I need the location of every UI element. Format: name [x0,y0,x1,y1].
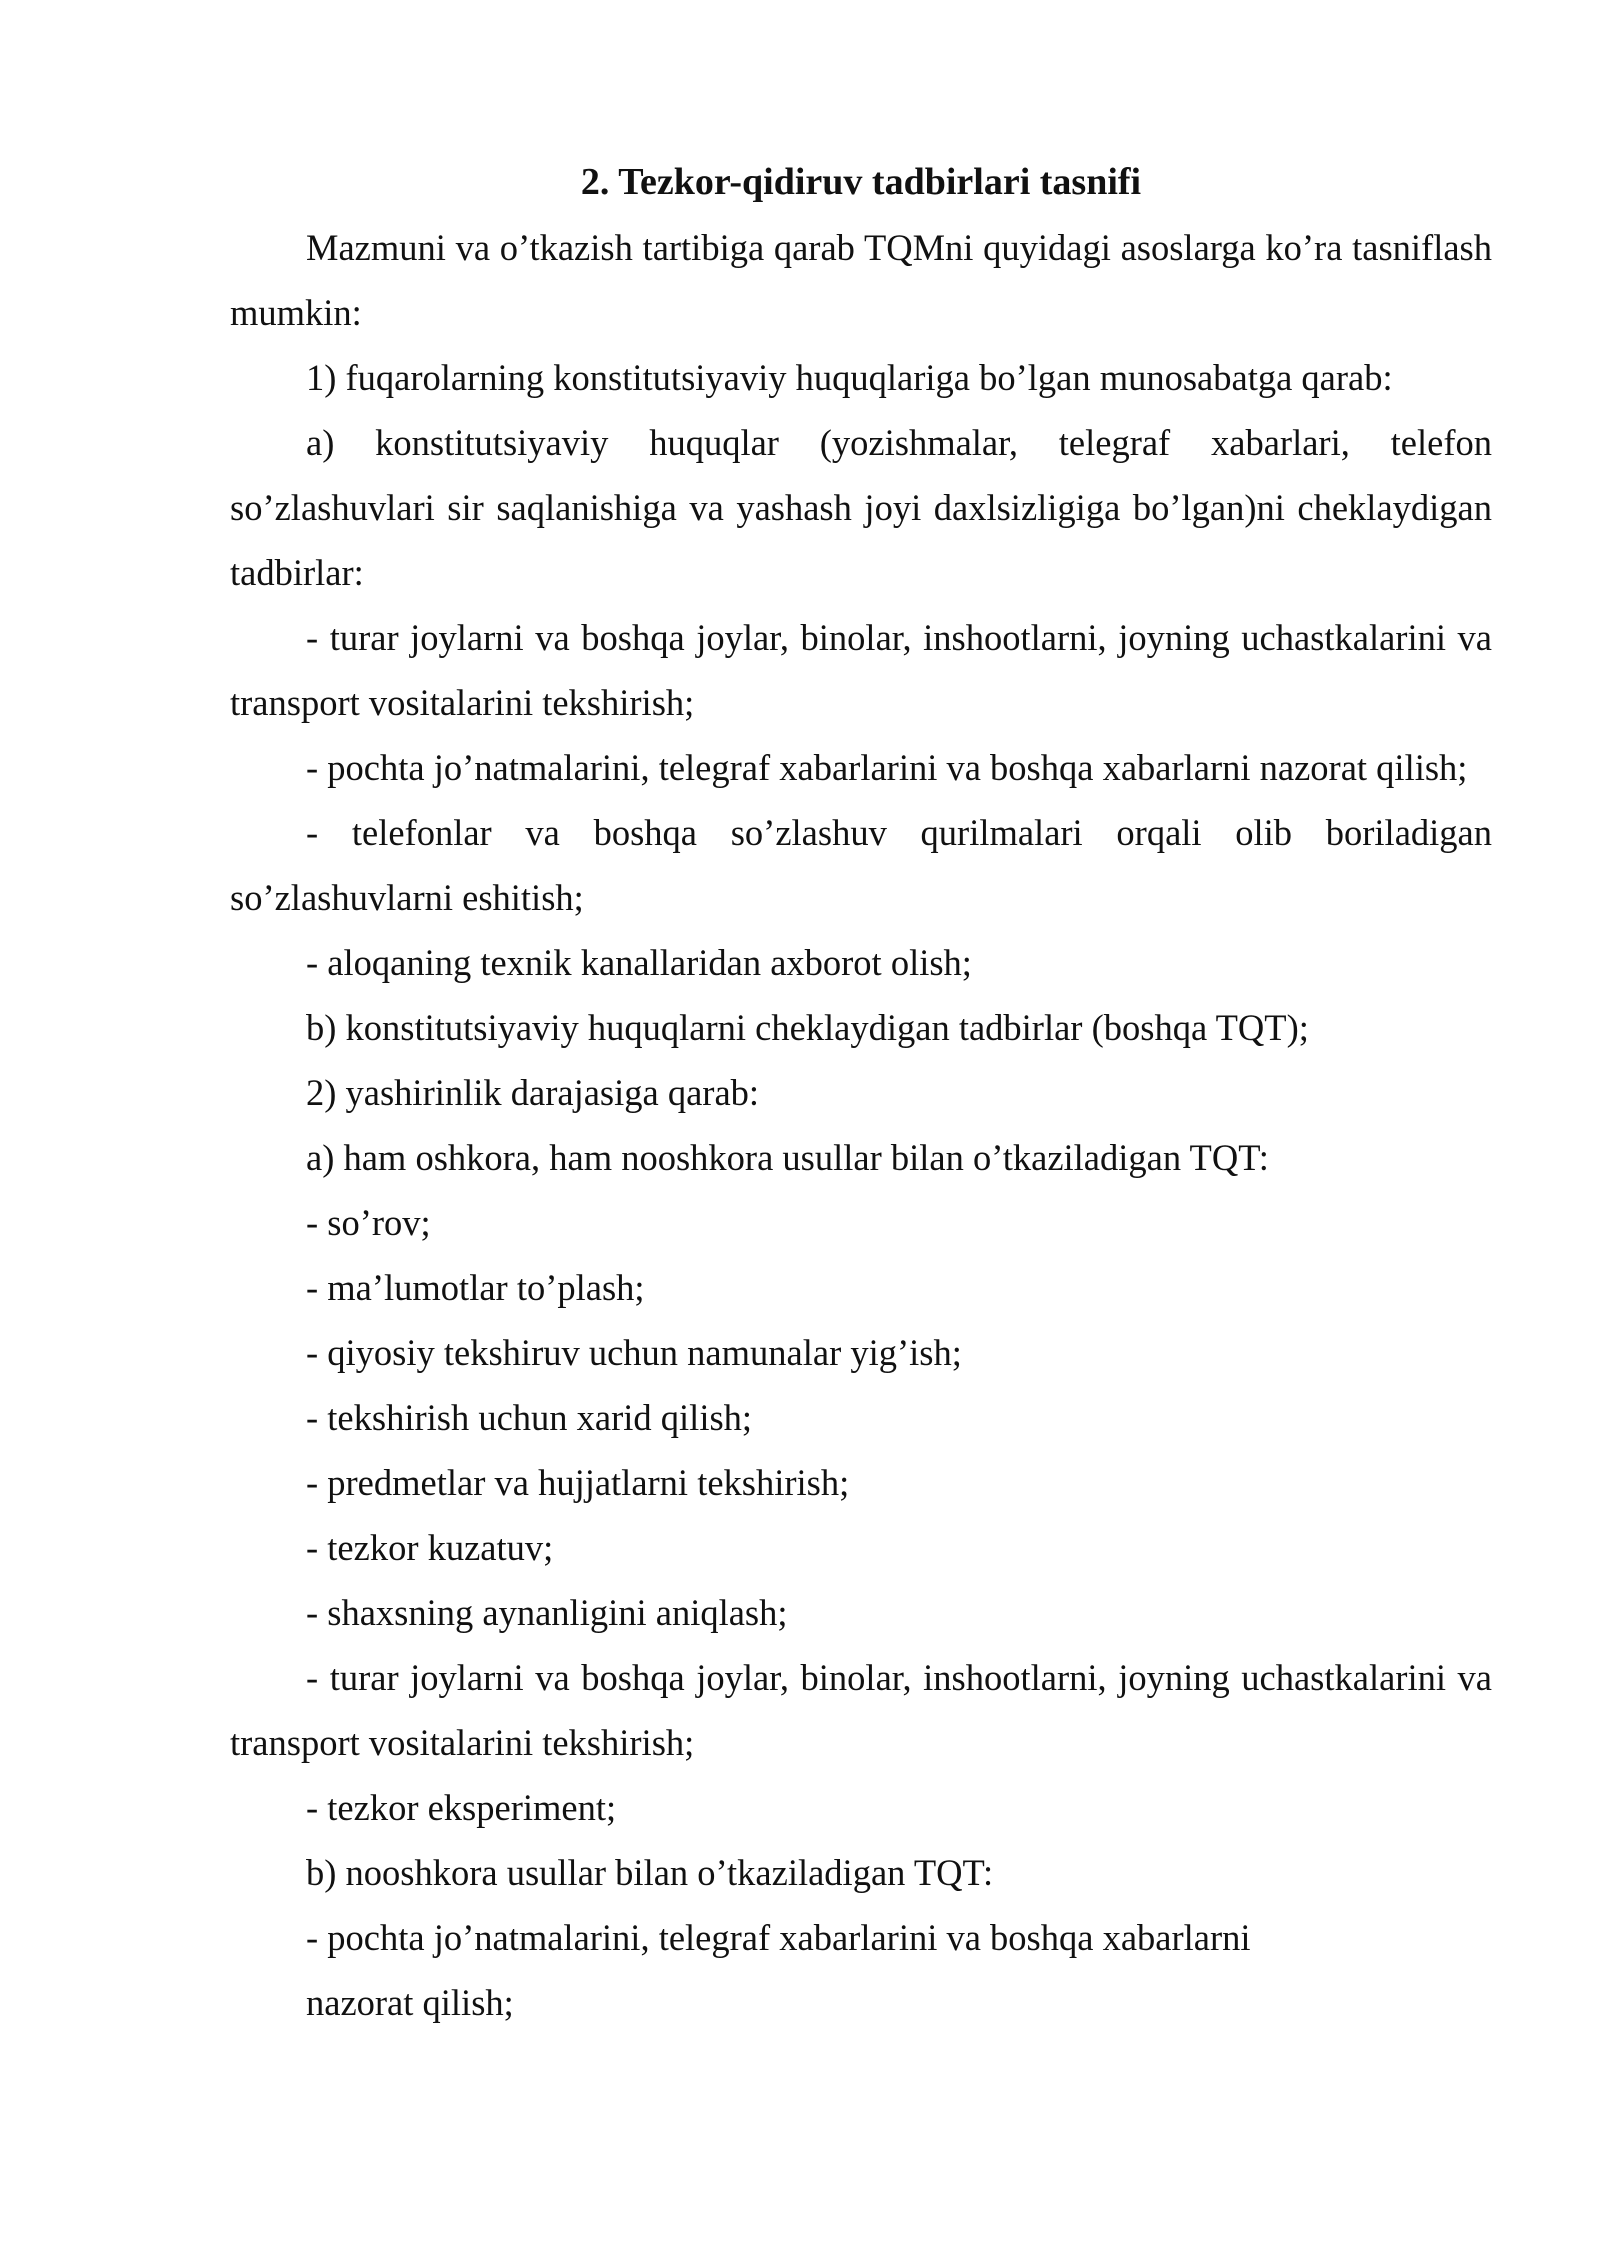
list-item: - tezkor eksperiment; [306,1787,617,1828]
section-title: 2. Tezkor-qidiruv tadbirlari tasnifi [580,161,1142,203]
paragraph-item-2: 2) yashirinlik darajasiga qarab: [306,1072,760,1113]
list-item: - turar joylarni va boshqa joylar, binolar, inshootlarni, joyning uchastkalarini va transport vositalarini tekshirish; [230,617,1492,723]
list-item: - predmetlar va hujjatlarni tekshirish; [306,1462,850,1503]
paragraph-item-2b: b) nooshkora usullar bilan o’tkaziladigan TQT: [306,1852,994,1893]
paragraph-item-1: 1) fuqarolarning konstitutsiyaviy huquqlariga bo’lgan munosabatga qarab: [306,357,1393,398]
list-item: - turar joylarni va boshqa joylar, binolar, inshootlarni, joyning uchastkalarini va transport vositalarini tekshirish; [230,1657,1492,1763]
list-item: - pochta jo’natmalarini, telegraf xabarlarini va boshqa xabarlarni nazorat qilish; [306,747,1468,788]
list-item: - ma’lumotlar to’plash; [306,1267,645,1308]
list-item: - shaxsning aynanligini aniqlash; [306,1592,788,1633]
paragraph-item-1b: b) konstitutsiyaviy huquqlarni cheklaydigan tadbirlar (boshqa TQT); [306,1007,1309,1048]
paragraph-item-1a: a) konstitutsiyaviy huquqlar (yozishmalar, telegraf xabarlari, telefon so’zlashuvlari sir saqlanishiga va yashash joyi daxlsizligiga bo’lgan)ni cheklaydigan tadbirlar: [230,422,1492,593]
list-item: - tekshirish uchun xarid qilish; [306,1397,753,1438]
list-item: - aloqaning texnik kanallaridan axborot olish; [306,942,972,983]
list-item: - pochta jo’natmalarini, telegraf xabarlarini va boshqa xabarlarni [306,1917,1251,1958]
list-item: - so’rov; [306,1202,431,1243]
paragraph-item-2a: a) ham oshkora, ham nooshkora usullar bilan o’tkaziladigan TQT: [306,1137,1269,1178]
paragraph-intro: Mazmuni va o’tkazish tartibiga qarab TQMni quyidagi asoslarga ko’ra tasniflash mumkin: [230,227,1492,333]
list-item: - telefonlar va boshqa so’zlashuv qurilmalari orqali olib boriladigan so’zlashuvlarni eshitish; [230,812,1492,918]
document-page [230,150,1492,2035]
list-item-continuation: nazorat qilish; [306,1982,514,2023]
list-item: - qiyosiy tekshiruv uchun namunalar yig’ish; [306,1332,962,1373]
list-item: - tezkor kuzatuv; [306,1527,554,1568]
